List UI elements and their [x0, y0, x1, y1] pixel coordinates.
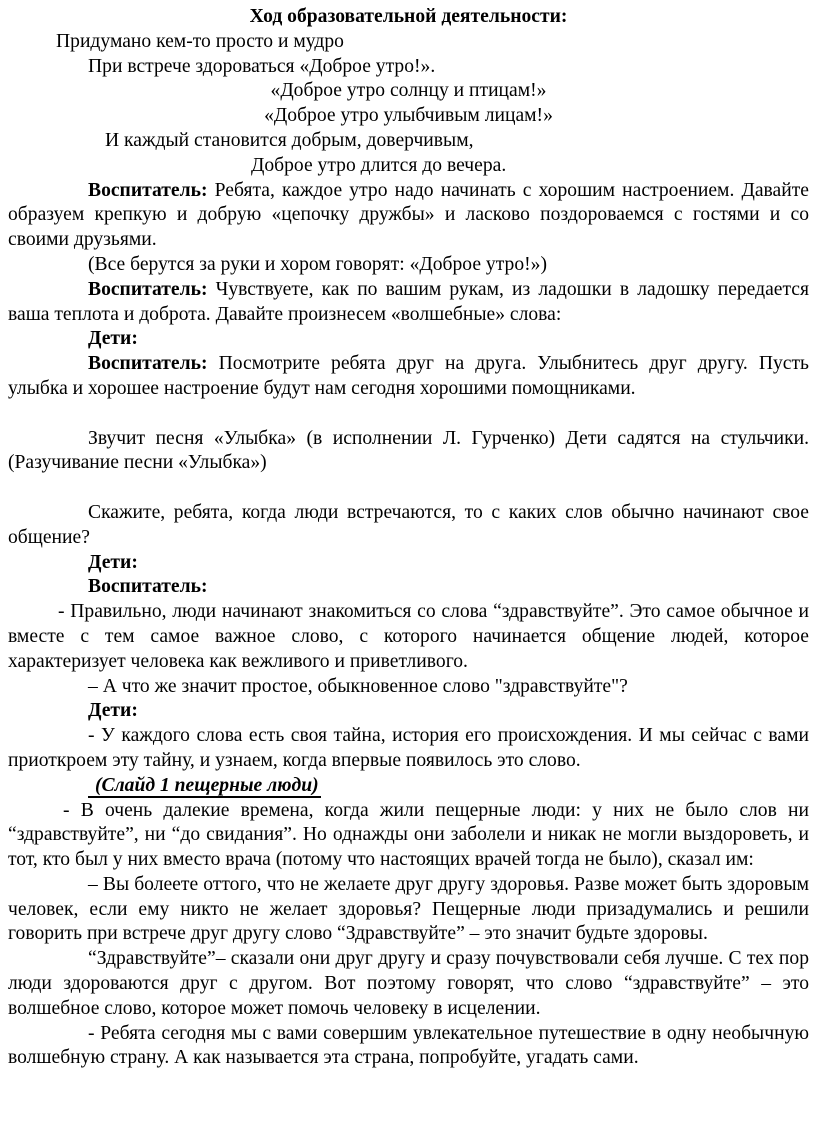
- paragraph: [8, 699, 809, 724]
- paragraph: – А что же значит простое, обыкновенное слово "здравствуйте"?: [88, 675, 628, 697]
- paragraph: (Все берутся за руки и хором говорят: «Доброе утро!»): [88, 253, 547, 275]
- speaker-label: Дети:: [88, 551, 138, 573]
- paragraph: “Здравствуйте”– сказали они друг другу и сразу почувствовали себя лучше. С тех пор люди здороваются друг с другом. Вот поэтому говорят, что слово “здравствуйте” – это волшебное слово, которое может помочь человеку в исцелении.: [8, 948, 809, 1019]
- paragraph-text: Чувствуете, как по вашим рукам, из ладошки в ладошку передается ваша теплота и доброта. Давайте произнесем «волшебные» слова:: [8, 278, 809, 325]
- poem-line: «Доброе утро улыбчивым лицам!»: [264, 105, 553, 127]
- speaker-label: Дети:: [88, 328, 138, 350]
- paragraph: - В очень далекие времена, когда жили пещерные люди: у них не было слов ни “здравствуйте”, ни “до свидания”. Но однажды они заболели и никак не могли выздороветь, и тот, кто был у них вместо врача (потому что настоящих врачей тогда не было), сказал им:: [8, 799, 809, 871]
- speaker-label: Воспитатель:: [88, 576, 208, 598]
- poem-line: «Доброе утро солнцу и птицам!»: [270, 80, 547, 102]
- paragraph-text: Посмотрите ребята друг на друга. Улыбнитесь друг другу. Пусть улыбка и хорошее настроение будут нам сегодня хорошими помощниками.: [8, 353, 809, 399]
- paragraph: - Правильно, люди начинают знакомиться со слова “здравствуйте”. Это самое обычное и вместе с тем самое важное слово, с которого начинается общение людей, которое характеризует человека как вежливого и приветливого.: [8, 601, 809, 672]
- paragraph: Звучит песня «Улыбка» (в исполнении Л. Гурченко) Дети садятся на стульчики. (Разучивание песни «Улыбка»): [8, 427, 809, 474]
- paragraph: [8, 327, 809, 352]
- speaker-label: Воспитатель:: [88, 179, 208, 201]
- blank-line: [8, 476, 809, 501]
- document-title: Ход образовательной деятельности:: [249, 6, 568, 27]
- paragraph: - У каждого слова есть своя тайна, история его происхождения. И мы сейчас с вами приоткроем эту тайну, и узнаем, когда впервые появилось это слово.: [8, 725, 809, 771]
- speaker-label: Воспитатель:: [88, 353, 208, 375]
- paragraph: [8, 575, 809, 600]
- paragraph: Скажите, ребята, когда люди встречаются, то с каких слов обычно начинают свое общение?: [8, 501, 809, 548]
- paragraph: - Ребята сегодня мы с вами совершим увлекательное путешествие в одну необычную волшебную страну. А как называется эта страна, попробуйте, угадать сами.: [8, 1022, 809, 1069]
- paragraph-text: Ребята, каждое утро надо начинать с хорошим настроением. Давайте образуем крепкую и добрую «цепочку дружбы» и ласково поздороваемся с гостями и со своими друзьями.: [8, 179, 809, 251]
- blank-line: [8, 402, 809, 427]
- paragraph: [8, 774, 809, 799]
- poem-line: И каждый становится добрым, доверчивым,: [105, 129, 474, 151]
- paragraph: [8, 352, 809, 402]
- slide-note: (Слайд 1 пещерные люди): [88, 775, 321, 798]
- speaker-label: Дети:: [88, 700, 138, 722]
- speaker-label: Воспитатель:: [88, 278, 208, 300]
- paragraph: [8, 551, 809, 576]
- poem-line: Придумано кем-то просто и мудро: [56, 30, 344, 52]
- poem-line: Доброе утро длится до вечера.: [251, 154, 507, 176]
- poem-line: При встрече здороваться «Доброе утро!».: [88, 55, 436, 77]
- paragraph: [8, 179, 809, 253]
- paragraph: – Вы болеете оттого, что не желаете друг другу здоровья. Разве может быть здоровым человек, если ему никто не желает здоровья? Пещерные люди призадумались и решили говорить при встрече друг другу слово “Здравствуйте” – это значит будьте здоровы.: [8, 873, 809, 945]
- paragraph: [8, 278, 809, 328]
